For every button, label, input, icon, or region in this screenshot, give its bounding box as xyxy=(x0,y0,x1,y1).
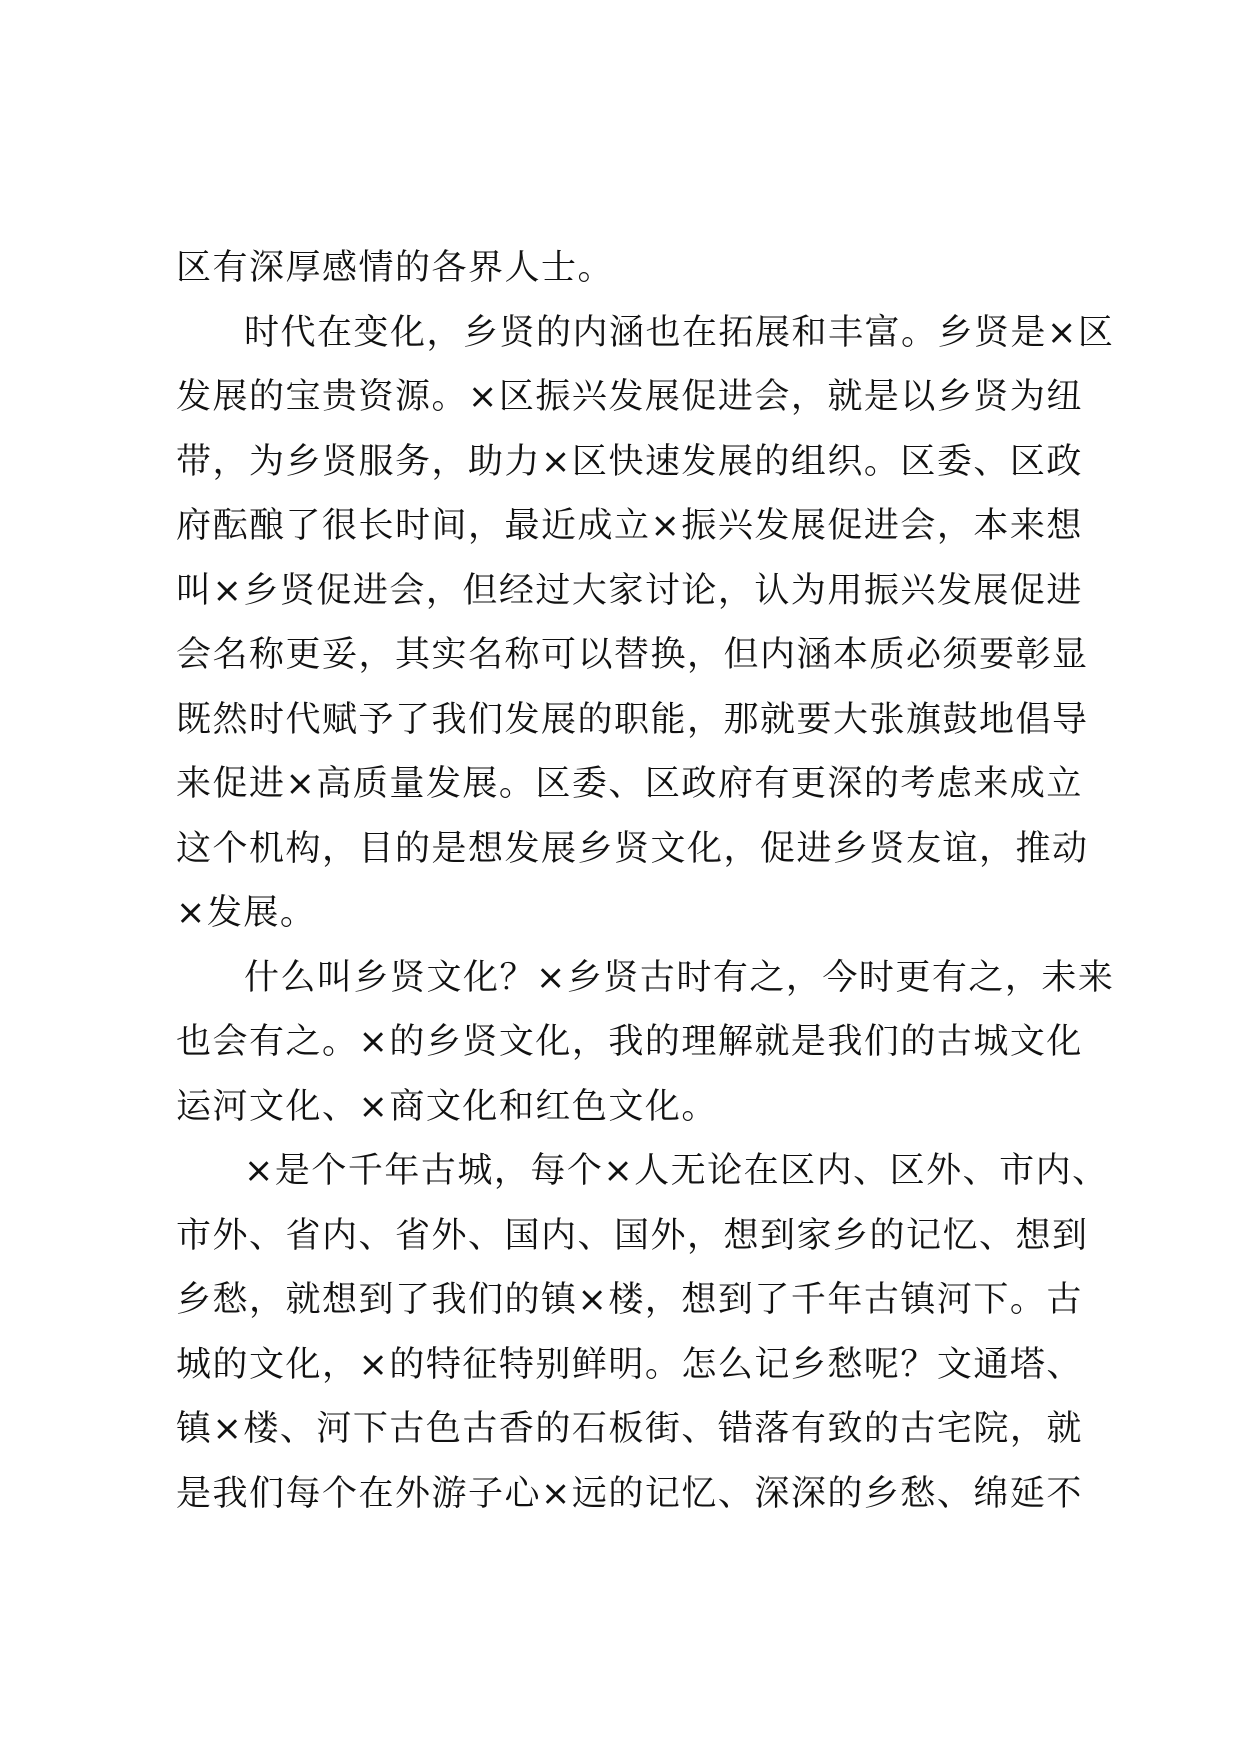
text-line: 来促进×高质量发展。区委、区政府有更深的考虑来成立 xyxy=(176,764,1083,804)
text-line: 镇×楼、河下古色古香的石板街、错落有致的古宅院，就 xyxy=(176,1409,1083,1449)
text-line: 既然时代赋予了我们发展的职能，那就要大张旗鼓地倡导 xyxy=(176,699,1089,740)
text-line: 会名称更妥，其实名称可以替换，但内涵本质必须要彰显 xyxy=(176,635,1089,675)
text-line: ×发展。 xyxy=(176,893,317,933)
text-line: 叫×乡贤促进会，但经过大家讨论，认为用振兴发展促进 xyxy=(176,570,1083,611)
text-line: 乡愁，就想到了我们的镇×楼，想到了千年古镇河下。古 xyxy=(176,1280,1083,1320)
text-line: 什么叫乡贤文化？×乡贤古时有之，今时更有之，未来 xyxy=(244,957,1115,998)
text-line: 市外、省内、省外、国内、国外，想到家乡的记忆、想到 xyxy=(176,1215,1089,1256)
text-line: 这个机构，目的是想发展乡贤文化，促进乡贤友谊，推动 xyxy=(176,828,1089,869)
text-line: 发展的宝贵资源。×区振兴发展促进会，就是以乡贤为纽 xyxy=(176,377,1083,417)
text-line: ×是个千年古城，每个×人无论在区内、区外、市内、 xyxy=(244,1151,1109,1191)
text-line: 运河文化、×商文化和红色文化。 xyxy=(176,1086,718,1127)
text-line: 是我们每个在外游子心×远的记忆、深深的乡愁、绵延不 xyxy=(176,1473,1083,1514)
text-line: 城的文化，×的特征特别鲜明。怎么记乡愁呢？文通塔、 xyxy=(176,1344,1083,1385)
text-line: 区有深厚感情的各界人士。 xyxy=(176,248,615,288)
text-line: 带，为乡贤服务，助力×区快速发展的组织。区委、区政 xyxy=(176,441,1083,482)
text-line: 也会有之。×的乡贤文化，我的理解就是我们的古城文化 xyxy=(176,1022,1083,1062)
text-line: 府酝酿了很长时间，最近成立×振兴发展促进会，本来想 xyxy=(176,506,1083,546)
text-line: 时代在变化，乡贤的内涵也在拓展和丰富。乡贤是×区 xyxy=(244,312,1115,353)
body-text xyxy=(176,236,1115,1526)
